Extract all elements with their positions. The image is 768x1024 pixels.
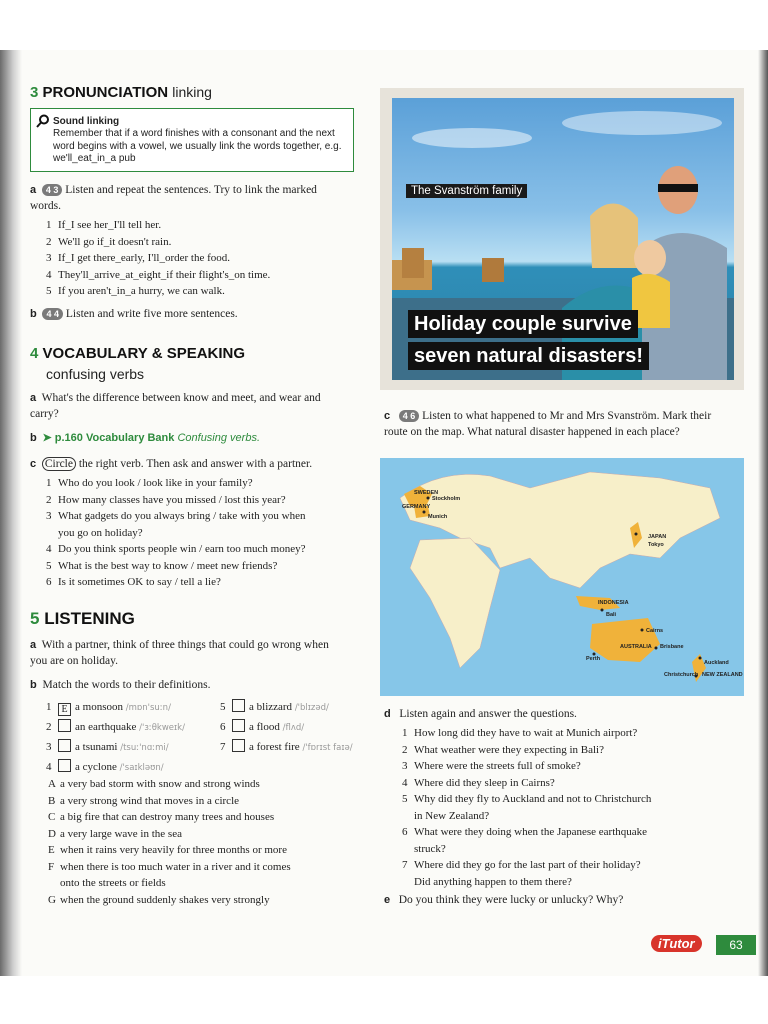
word: a forest fire xyxy=(249,741,300,753)
item-text: a very bad storm with snow and strong winds xyxy=(60,778,260,790)
word: a tsunami xyxy=(75,741,118,753)
list-item xyxy=(46,492,305,509)
exercise-4c xyxy=(30,456,350,472)
map-label-sweden: SWEDEN xyxy=(414,490,439,496)
item-number: 7 xyxy=(402,859,408,871)
item-number: 5 xyxy=(402,793,408,805)
item-text: Is it sometimes OK to say / tell a lie? xyxy=(58,576,221,588)
photo-caption-tag: The Svanström family xyxy=(406,184,527,198)
world-map[interactable] xyxy=(380,458,744,696)
list-item xyxy=(402,857,651,874)
item-number: 6 xyxy=(46,576,52,588)
word-list-left xyxy=(46,698,185,778)
exercise-instruction: Listen and write five more sentences. xyxy=(65,308,238,320)
exercise-letter: c xyxy=(384,410,391,422)
list-item xyxy=(46,525,305,542)
item-text: We'll go if_it doesn't rain. xyxy=(58,235,172,248)
pronunciation-sentences xyxy=(46,217,270,300)
sound-linking-tip xyxy=(30,108,354,172)
item-number: 4 xyxy=(46,543,52,555)
item-number: 1 xyxy=(402,727,408,739)
audio-track-badge[interactable]: 4 6 xyxy=(399,410,420,422)
item-number: D xyxy=(48,827,56,840)
definitions-list xyxy=(48,776,291,908)
list-item xyxy=(46,558,305,575)
list-item xyxy=(402,791,651,808)
link-tail: Confusing verbs. xyxy=(177,432,260,444)
link-text: p.160 Vocabulary Bank xyxy=(54,432,175,444)
list-item xyxy=(46,574,305,591)
item-number: G xyxy=(48,893,56,906)
exercise-3a xyxy=(30,182,350,214)
item-text: If_I get there_early, I'll_order the food. xyxy=(58,252,230,264)
section-heading: PRONUNCIATION xyxy=(42,84,169,101)
exercise-instruction: Match the words to their definitions. xyxy=(42,679,211,691)
item-number: 5 xyxy=(46,285,52,297)
item-number: 1 xyxy=(46,219,52,231)
list-item xyxy=(402,824,651,841)
list-item xyxy=(48,875,291,892)
answer-box[interactable] xyxy=(58,759,71,772)
item-text: a very strong wind that moves in a circle xyxy=(60,794,240,807)
section-heading: LISTENING xyxy=(44,609,135,628)
section-4-title xyxy=(30,345,245,362)
exercise-instruction: Do you think they were lucky or unlucky? Why? xyxy=(398,894,624,906)
word-item xyxy=(46,698,185,718)
answer-box[interactable]: E xyxy=(58,703,71,716)
phonetic: /'blɪzəd/ xyxy=(294,703,329,713)
list-item xyxy=(402,874,651,891)
item-number: 2 xyxy=(46,721,52,733)
item-text: What gadgets do you always bring / take with you when xyxy=(58,510,306,522)
map-label-perth: Perth xyxy=(586,656,601,662)
item-number: 5 xyxy=(46,559,52,572)
map-label-australia: AUSTRALIA xyxy=(620,644,652,650)
item-text: when it rains very heavily for three months or more xyxy=(60,844,287,856)
list-item xyxy=(48,859,291,876)
exercise-instruction: What's the difference between know and meet, and wear and carry? xyxy=(30,392,321,420)
item-text: What is the best way to know / meet new friends? xyxy=(58,559,278,572)
list-item xyxy=(48,793,291,810)
item-text: What were they doing when the Japanese earthquake xyxy=(414,826,648,838)
list-item xyxy=(402,808,651,825)
item-text: Did anything happen to them there? xyxy=(414,875,572,888)
exercise-letter: e xyxy=(384,894,391,906)
item-text: Where did they go for the last part of their holiday? xyxy=(414,859,641,871)
item-number: A xyxy=(48,778,56,790)
exercise-5c xyxy=(384,408,724,440)
section-3-title xyxy=(30,84,212,101)
item-text: Where were the streets full of smoke? xyxy=(414,760,581,772)
photo-image xyxy=(392,98,734,380)
exercise-letter: d xyxy=(384,708,391,720)
list-item xyxy=(46,234,270,251)
item-number: 3 xyxy=(46,510,52,522)
item-number: C xyxy=(48,811,56,823)
item-text: when the ground suddenly shakes very strongly xyxy=(60,893,270,906)
map-label-germany: GERMANY xyxy=(402,504,431,510)
map-label-indonesia: INDONESIA xyxy=(598,600,629,606)
magnifier-icon xyxy=(36,114,50,128)
exercise-5d xyxy=(384,706,724,722)
item-number: 5 xyxy=(220,701,226,713)
item-number: 3 xyxy=(46,741,52,753)
headline-line-2: seven natural disasters! xyxy=(408,342,649,370)
tip-body: Remember that if a word finishes with a consonant and the next word begins with a vowel, we usually link the words together, e.g. we'll_eat_in_a pub xyxy=(53,128,342,164)
audio-track-badge[interactable]: 4 4 xyxy=(42,308,63,320)
book-spine xyxy=(0,50,22,976)
word: a cyclone xyxy=(75,761,117,773)
word-item xyxy=(220,738,353,758)
item-number: 6 xyxy=(402,826,408,838)
item-text: How long did they have to wait at Munich airport? xyxy=(414,727,638,739)
item-number: 3 xyxy=(402,760,408,772)
list-item xyxy=(48,892,291,909)
list-item xyxy=(46,508,305,525)
item-text: What weather were they expecting in Bali? xyxy=(414,743,604,756)
listening-questions xyxy=(402,725,651,890)
exercise-4b xyxy=(30,430,350,446)
list-item xyxy=(46,475,305,492)
word-list-right xyxy=(220,698,353,758)
map-label-new-zealand: NEW ZEALAND xyxy=(702,672,743,678)
map-label-japan: JAPAN xyxy=(648,534,667,540)
item-text: onto the streets or fields xyxy=(60,877,166,889)
page-number: 63 xyxy=(716,935,756,955)
list-item xyxy=(48,776,291,793)
item-text: If you aren't_in_a hurry, we can walk. xyxy=(58,285,225,297)
list-item xyxy=(48,809,291,826)
answer-box[interactable] xyxy=(58,739,71,752)
list-item xyxy=(402,841,651,858)
map-label-munich: Munich xyxy=(428,514,448,520)
map-label-bali: Bali xyxy=(606,612,617,618)
item-text: in New Zealand? xyxy=(414,809,490,822)
item-number: 4 xyxy=(46,268,52,281)
svanstrom-family-photo xyxy=(380,88,744,390)
word-item xyxy=(46,738,185,758)
map-label-brisbane: Brisbane xyxy=(660,644,684,650)
exercise-letter: b xyxy=(30,679,37,691)
list-item xyxy=(46,217,270,234)
exercise-instruction: Listen again and answer the questions. xyxy=(399,708,577,720)
map-label-stockholm: Stockholm xyxy=(432,496,461,502)
item-number: 6 xyxy=(220,721,226,733)
word: a flood xyxy=(249,721,280,733)
section-number: 5 xyxy=(30,609,40,628)
item-number: 2 xyxy=(46,493,52,506)
word: a blizzard xyxy=(249,701,293,713)
vocabulary-bank-link[interactable] xyxy=(42,432,260,444)
word-item xyxy=(46,718,185,738)
section-number: 4 xyxy=(30,345,39,362)
item-number: 4 xyxy=(46,761,52,773)
item-text: If_I see her_I'll tell her. xyxy=(58,219,162,231)
exercise-3b xyxy=(30,306,350,322)
section-5-title xyxy=(30,609,135,629)
list-item xyxy=(48,826,291,843)
item-number: B xyxy=(48,794,56,807)
exercise-letter: a xyxy=(30,639,37,651)
word-item xyxy=(220,718,353,738)
map-label-auckland: Auckland xyxy=(704,660,729,666)
list-item xyxy=(48,842,291,859)
section-subtitle: confusing verbs xyxy=(46,366,145,382)
exercise-5a xyxy=(30,637,340,669)
exercise-letter: a xyxy=(30,184,37,196)
item-number: 4 xyxy=(402,776,408,789)
list-item xyxy=(46,267,270,284)
item-text: a big fire that can destroy many trees and houses xyxy=(60,811,275,823)
item-text: a very large wave in the sea xyxy=(60,827,182,840)
circled-word: Circle xyxy=(42,457,76,471)
item-number: F xyxy=(48,860,55,873)
exercise-letter: c xyxy=(30,458,37,470)
phonetic: /'fɒrɪst faɪə/ xyxy=(302,743,353,753)
phonetic: /flʌd/ xyxy=(282,723,305,733)
item-text: Who do you look / look like in your family? xyxy=(58,477,253,489)
list-item xyxy=(46,250,270,267)
item-text: Why did they fly to Auckland and not to Christchurch xyxy=(414,793,652,805)
exercise-instruction: With a partner, think of three things that could go wrong when you are on holiday. xyxy=(30,639,329,667)
item-text: Where did they sleep in Cairns? xyxy=(414,776,555,789)
item-text: you go on holiday? xyxy=(58,526,143,539)
item-number: 7 xyxy=(220,741,226,753)
item-text: Do you think sports people win / earn too much money? xyxy=(58,543,306,555)
item-text: They'll_arrive_at_eight_if their flight's_on time. xyxy=(58,268,271,281)
phonetic: /'saɪkləʊn/ xyxy=(119,763,164,773)
item-text: How many classes have you missed / lost this year? xyxy=(58,493,286,506)
phonetic: /'ɜːθkweɪk/ xyxy=(139,723,185,733)
exercise-4a xyxy=(30,390,350,422)
exercise-instruction: Listen to what happened to Mr and Mrs Svanström. Mark their route on the map. What natural disaster happened in each place? xyxy=(384,410,712,438)
exercise-instruction: Listen and repeat the sentences. Try to link the marked words. xyxy=(30,184,317,212)
item-text: struck? xyxy=(414,842,446,855)
answer-box[interactable] xyxy=(232,719,245,732)
list-item xyxy=(402,758,651,775)
answer-box[interactable] xyxy=(58,719,71,732)
map-label-tokyo: Tokyo xyxy=(648,542,664,548)
list-item xyxy=(402,742,651,759)
item-number: 2 xyxy=(402,743,408,756)
exercise-letter: b xyxy=(30,308,37,320)
item-number: 3 xyxy=(46,252,52,264)
list-item xyxy=(46,283,270,300)
phonetic: /tsuː'nɑːmi/ xyxy=(120,743,169,753)
itutor-logo[interactable]: iTutor xyxy=(651,935,702,952)
section-subtitle: linking xyxy=(172,84,212,100)
word-item xyxy=(220,698,353,718)
tip-heading: Sound linking xyxy=(53,116,120,127)
vocabulary-questions xyxy=(46,475,305,591)
exercise-letter: a xyxy=(30,392,37,404)
exercise-5e xyxy=(384,892,724,908)
list-item xyxy=(402,775,651,792)
page-edge xyxy=(758,50,768,976)
list-item xyxy=(46,541,305,558)
word-item xyxy=(46,758,185,778)
phonetic: /mɒn'suːn/ xyxy=(125,703,171,713)
word: an earthquake xyxy=(75,721,137,733)
answer-box[interactable] xyxy=(232,739,245,752)
section-heading: VOCABULARY & SPEAKING xyxy=(42,345,246,362)
audio-track-badge[interactable]: 4 3 xyxy=(42,184,63,196)
word: a monsoon xyxy=(75,701,123,713)
headline-line-1: Holiday couple survive xyxy=(408,310,638,338)
section-number: 3 xyxy=(30,84,39,101)
exercise-letter: b xyxy=(30,432,37,444)
item-number: 1 xyxy=(46,477,52,489)
answer-box[interactable] xyxy=(232,699,245,712)
map-label-christchurch: Christchurch xyxy=(664,672,699,678)
exercise-5b xyxy=(30,677,350,693)
item-number: 2 xyxy=(46,235,52,248)
item-number: E xyxy=(48,844,55,856)
item-text: when there is too much water in a river and it comes xyxy=(60,860,291,873)
exercise-instruction: the right verb. Then ask and answer with a partner. xyxy=(78,458,313,470)
list-item xyxy=(402,725,651,742)
map-label-cairns: Cairns xyxy=(646,628,664,634)
arrow-icon: ➤ xyxy=(42,432,52,444)
item-number: 1 xyxy=(46,701,52,713)
